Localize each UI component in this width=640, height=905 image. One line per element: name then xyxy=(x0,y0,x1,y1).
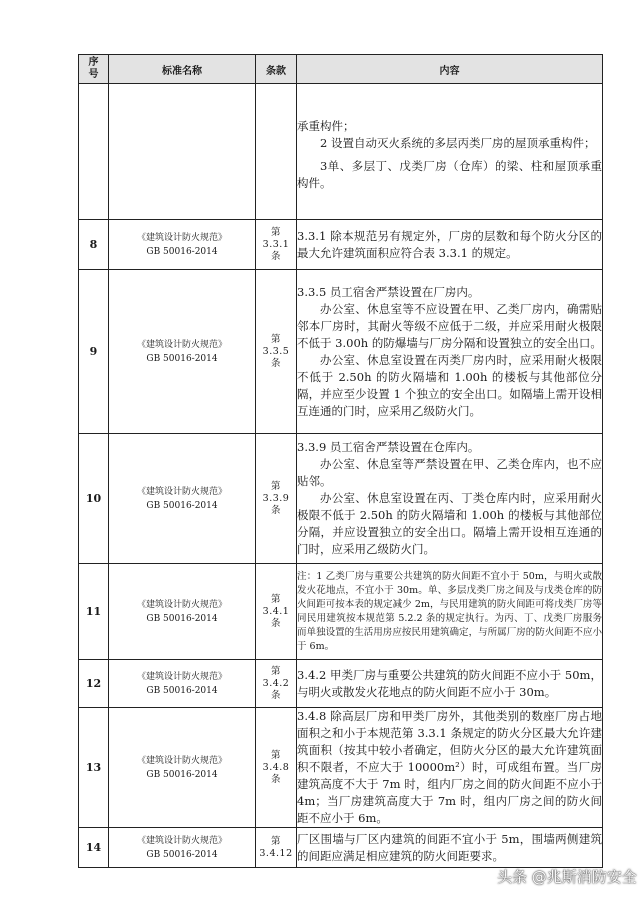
content-paragraph: 承重构件； xyxy=(297,118,355,133)
row-number: 13 xyxy=(79,708,109,828)
content-paragraph: 3.3.5 员工宿舍严禁设置在厂房内。 xyxy=(297,284,480,299)
row-number xyxy=(79,84,109,220)
row-clause: 第 3.4.1 条 xyxy=(256,564,297,660)
row-content xyxy=(297,660,603,708)
header-clause: 条款 xyxy=(256,55,297,84)
header-standard: 标准名称 xyxy=(109,55,256,84)
row-number: 14 xyxy=(79,828,109,868)
row-standard: 《建筑设计防火规范》 GB 50016-2014 xyxy=(109,270,256,434)
row-number: 10 xyxy=(79,434,109,564)
row-number: 8 xyxy=(79,220,109,270)
row-number: 12 xyxy=(79,660,109,708)
table-row xyxy=(79,660,603,708)
row-content xyxy=(297,564,603,660)
row-content xyxy=(297,828,603,868)
table-row xyxy=(79,828,603,868)
row-clause: 第 3.3.1 条 xyxy=(256,220,297,270)
watermark-text: 头条 @兆斯消防安全 xyxy=(497,868,637,886)
row-clause xyxy=(256,84,297,220)
content-paragraph: 3.4.8 除高层厂房和甲类厂房外，其他类别的数座厂房占地面积之和小于本规范第 3.3.1 条规定的防火分区最大允许建筑面积（按其中较小者确定，但防火分区的最大允许建筑面积不限者，不应大于 10000m²）时，可成组布置。当厂房建筑高度不大于 7m 时，组内厂房之间的防火间距不应小于 4m；当厂房建筑高度大于 7m 时，组内厂房之间的防火间距不应小于 6m。 xyxy=(297,709,602,825)
table-row xyxy=(79,84,603,220)
content-paragraph: 3.3.1 除本规范另有规定外，厂房的层数和每个防火分区的最大允许建筑面积应符合表 3.3.1 的规定。 xyxy=(297,228,602,260)
content-paragraph: 办公室、休息室等严禁设置在甲、乙类仓库内，也不应贴邻。 xyxy=(297,457,602,488)
table-row xyxy=(79,708,603,828)
row-standard: 《建筑设计防火规范》 GB 50016-2014 xyxy=(109,434,256,564)
row-content xyxy=(297,708,603,828)
header-content: 内容 xyxy=(297,55,603,84)
row-clause: 第 3.4.2 条 xyxy=(256,660,297,708)
content-paragraph: 3.3.9 员工宿舍严禁设置在仓库内。 xyxy=(297,440,480,454)
content-paragraph: 办公室、休息室设置在丙类厂房内时，应采用耐火极限不低于 2.50h 的防火隔墙和 1.00h 的楼板与其他部位分隔，并应至少设置 1 个独立的安全出口。如隔墙上需开设相互连通的门时，应采用乙级防火门。 xyxy=(297,352,602,418)
row-content xyxy=(297,434,603,564)
row-standard: 《建筑设计防火规范》 GB 50016-2014 xyxy=(109,708,256,828)
content-paragraph: 办公室、休息室等不应设置在甲、乙类厂房内，确需贴邻本厂房时，其耐火等级不应低于二级，并应采用耐火极限不低于 3.00h 的防爆墙与厂房分隔和设置独立的安全出口。 xyxy=(297,301,602,350)
row-standard xyxy=(109,84,256,220)
row-clause: 第 3.4.12 xyxy=(256,828,297,868)
watermark xyxy=(497,866,637,887)
row-standard: 《建筑设计防火规范》 GB 50016-2014 xyxy=(109,828,256,868)
row-clause: 第 3.3.5 条 xyxy=(256,270,297,434)
content-paragraph: 3.4.2 甲类厂房与重要公共建筑的防火间距不应小于 50m，与明火或散发火花地点的防火间距不应小于 30m。 xyxy=(297,667,602,699)
content-paragraph: 2 设置自动灭火系统的多层丙类厂房的屋顶承重构件； xyxy=(320,135,596,150)
table-header-row xyxy=(79,55,603,84)
row-clause: 第 3.3.9 条 xyxy=(256,434,297,564)
row-number: 11 xyxy=(79,564,109,660)
content-paragraph: 办公室、休息室设置在丙、丁类仓库内时，应采用耐火极限不低于 2.50h 的防火隔墙和 1.00h 的楼板与其他部位分隔，并应设置独立的安全出口。隔墙上需开设相互连通的门时，应采用乙级防火门。 xyxy=(297,491,602,556)
table-row xyxy=(79,220,603,270)
row-content xyxy=(297,220,603,270)
content-paragraph: 3单、多层丁、戊类厂房（仓库）的梁、柱和屋顶承重构件。 xyxy=(297,158,602,190)
row-standard: 《建筑设计防火规范》 GB 50016-2014 xyxy=(109,220,256,270)
row-standard: 《建筑设计防火规范》 GB 50016-2014 xyxy=(109,564,256,660)
row-number: 9 xyxy=(79,270,109,434)
table-row xyxy=(79,270,603,434)
content-paragraph: 注：1 乙类厂房与重要公共建筑的防火间距不宜小于 50m，与明火或散发火花地点，不宜小于 30m。单、多层戊类厂房之间及与戊类仓库的防火间距可按本表的规定减少 2m，与民用建筑的防火间距可将戊类厂房等同民用建筑按本规范第 5.2.2 条的规定执行。为丙、丁、戊类厂房服务而单独设置的生活用房应按民用建筑确定，与所属厂房的防火间距不应小于 6m。 xyxy=(297,570,602,652)
content-paragraph: 厂区围墙与厂区内建筑的间距不宜小于 5m，围墙两侧建筑的间距应满足相应建筑的防火间距要求。 xyxy=(297,831,602,863)
header-seq: 序 号 xyxy=(79,55,109,84)
row-content xyxy=(297,270,603,434)
table-row xyxy=(79,434,603,564)
fire-code-table xyxy=(78,54,603,868)
row-standard: 《建筑设计防火规范》 GB 50016-2014 xyxy=(109,660,256,708)
row-clause: 第 3.4.8 条 xyxy=(256,708,297,828)
table-row xyxy=(79,564,603,660)
row-content xyxy=(297,84,603,220)
